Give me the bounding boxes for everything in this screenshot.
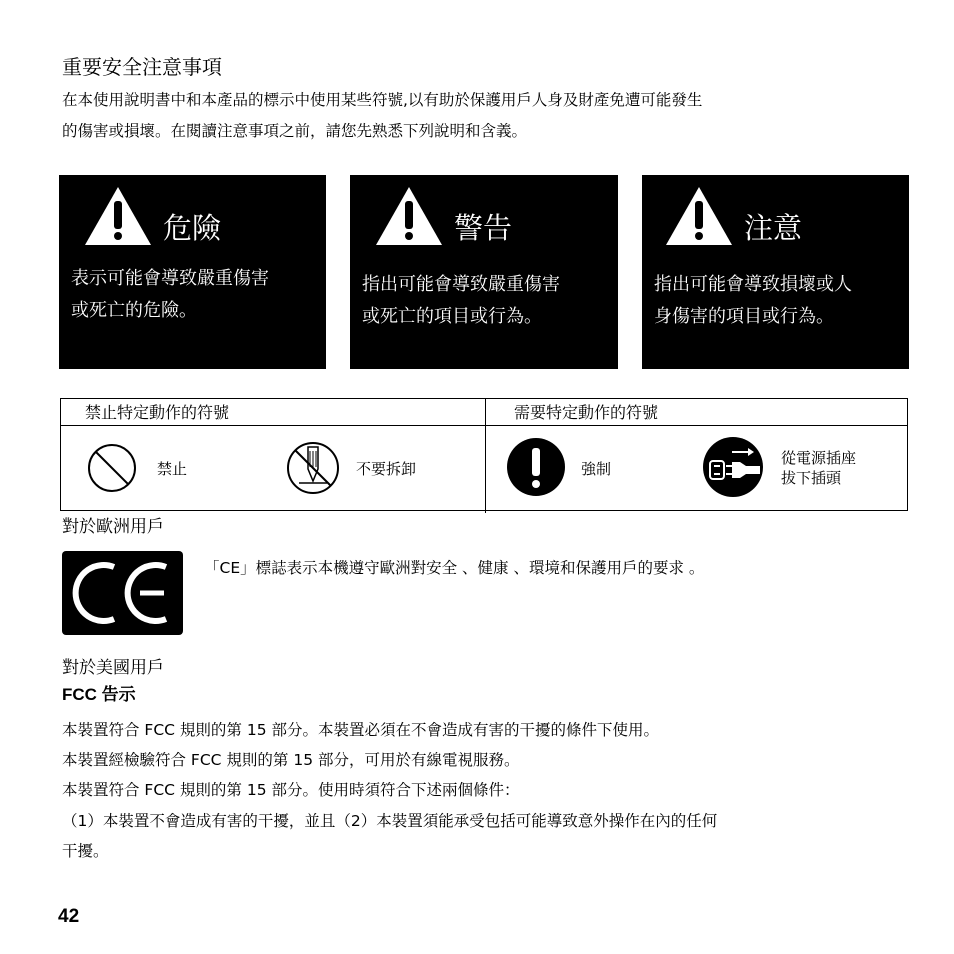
warning-desc-1: 指出可能會導致嚴重傷害 (362, 274, 560, 295)
page-heading: 重要安全注意事項 (62, 55, 222, 79)
danger-desc-2: 或死亡的危險。 (71, 300, 197, 321)
mandatory-header: 需要特定動作的符號 (486, 399, 908, 426)
europe-text: 「CE」標誌表示本機遵守歐洲對安全 、健康 、環境和保護用戶的要求 。 (204, 559, 705, 577)
warning-triangle-icon (374, 185, 444, 247)
europe-heading: 對於歐洲用戶 (62, 517, 164, 537)
fcc-line-5: 干擾。 (62, 842, 109, 860)
prohibit-header: 禁止特定動作的符號 (61, 399, 485, 426)
caution-title: 注意 (744, 211, 803, 245)
caution-desc-2: 身傷害的項目或行為。 (654, 306, 834, 327)
prohibit-label: 禁止 (157, 460, 188, 478)
warning-title: 警告 (454, 211, 513, 245)
warning-box (350, 175, 618, 369)
caution-box (642, 175, 909, 369)
mandatory-label: 強制 (581, 460, 612, 478)
intro-line-1: 在本使用說明書中和本產品的標示中使用某些符號,以有助於保護用戶人身及財產免遭可能發生 (62, 91, 703, 109)
symbol-table (60, 398, 908, 511)
unplug-label-1: 從電源插座 (781, 449, 857, 467)
warning-triangle-icon (83, 185, 153, 247)
no-disassemble-icon (286, 441, 340, 495)
warning-desc-2: 或死亡的項目或行為。 (362, 306, 542, 327)
fcc-heading: FCC 告示 (62, 685, 136, 704)
danger-desc-1: 表示可能會導致嚴重傷害 (71, 268, 269, 289)
intro-line-2: 的傷害或損壞。在閱讀注意事項之前，請您先熟悉下列說明和含義。 (62, 122, 528, 140)
danger-title: 危險 (163, 211, 222, 245)
warning-triangle-icon (664, 185, 734, 247)
prohibit-icon (87, 443, 137, 493)
no-disassemble-label: 不要拆卸 (356, 460, 417, 478)
mandatory-icon (506, 437, 566, 497)
fcc-line-4: （1）本裝置不會造成有害的干擾，並且（2）本裝置須能承受包括可能導致意外操作在內的任何 (62, 812, 718, 830)
usa-heading: 對於美國用戶 (62, 658, 164, 678)
caution-desc-1: 指出可能會導致損壞或人 (654, 274, 852, 295)
danger-box (59, 175, 326, 369)
ce-mark-logo (62, 551, 183, 635)
fcc-line-2: 本裝置經檢驗符合 FCC 規則的第 15 部分，可用於有線電視服務。 (62, 751, 520, 769)
unplug-label-2: 拔下插頭 (781, 469, 842, 487)
unplug-icon (702, 436, 764, 498)
table-divider (485, 399, 486, 513)
fcc-line-3: 本裝置符合 FCC 規則的第 15 部分。使用時須符合下述兩個條件： (62, 781, 520, 799)
page-number: 42 (58, 906, 80, 927)
fcc-line-1: 本裝置符合 FCC 規則的第 15 部分。本裝置必須在不會造成有害的干擾的條件下使用。 (62, 721, 659, 739)
